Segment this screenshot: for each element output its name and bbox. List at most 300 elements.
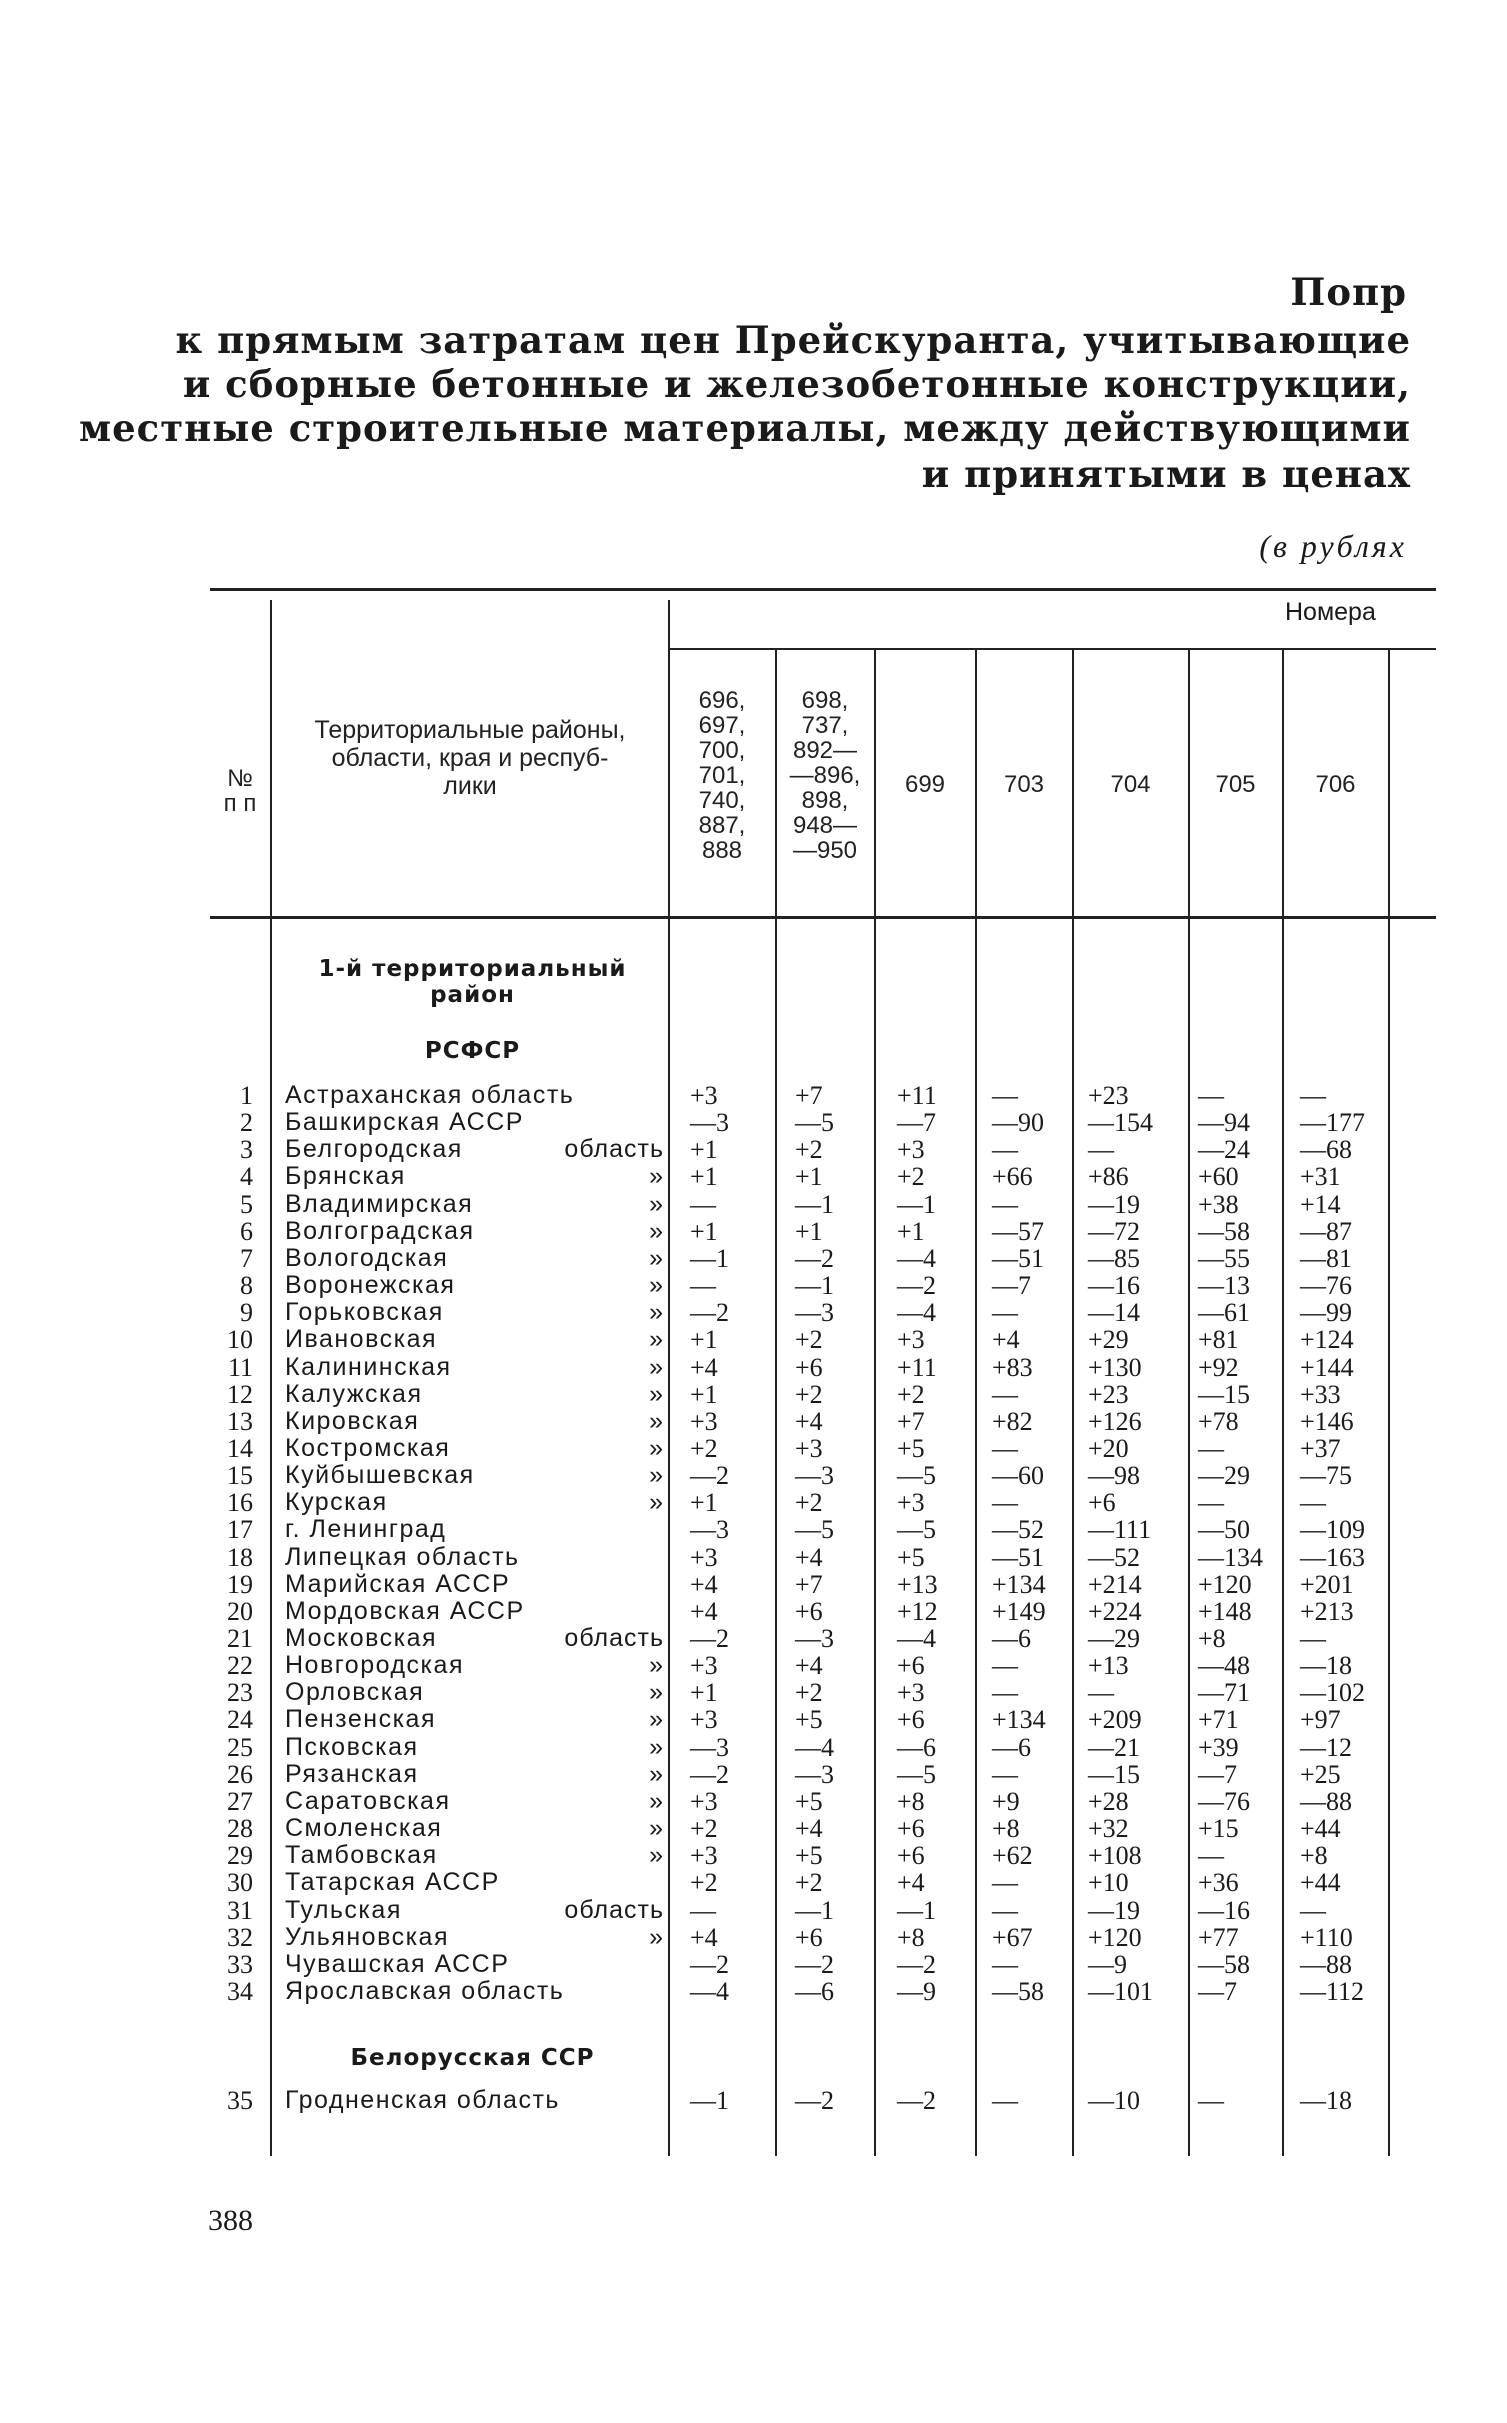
- title-line-3: и сборные бетонные и железобетонные конструкции,: [182, 362, 1411, 406]
- value-cell: —85: [1088, 1243, 1140, 1273]
- value-cell: +25: [1300, 1759, 1341, 1789]
- value-cell: —58: [1198, 1949, 1250, 1979]
- region-suffix: »: [649, 1841, 664, 1870]
- region-name: Рязанская: [285, 1759, 419, 1788]
- value-cell: —112: [1300, 1976, 1365, 2006]
- value-cell: +2: [690, 1433, 718, 1463]
- value-cell: +32: [1088, 1814, 1129, 1844]
- value-cell: +7: [795, 1081, 823, 1110]
- region-suffix: »: [649, 1705, 664, 1734]
- value-cell: —134: [1198, 1542, 1263, 1572]
- value-cell: +3: [690, 1651, 718, 1681]
- row-number: 23: [227, 1678, 253, 1708]
- value-cell: +1: [690, 1135, 718, 1165]
- value-cell: +1: [690, 1678, 718, 1708]
- value-cell: —71: [1198, 1678, 1250, 1708]
- table-row: [0, 1869, 1507, 1896]
- row-number: 19: [227, 1569, 253, 1599]
- value-cell: +8: [1300, 1841, 1328, 1871]
- value-cell: +134: [992, 1569, 1046, 1599]
- value-cell: +15: [1198, 1814, 1239, 1844]
- value-cell: +4: [690, 1596, 718, 1626]
- value-cell: +1: [690, 1379, 718, 1409]
- row-number: 4: [240, 1162, 253, 1192]
- value-cell: —: [1198, 1841, 1224, 1871]
- region-suffix: »: [649, 1216, 664, 1245]
- value-cell: +2: [795, 1379, 823, 1409]
- value-cell: —: [690, 1895, 716, 1925]
- value-cell: —15: [1088, 1759, 1140, 1789]
- value-cell: —87: [1300, 1216, 1352, 1246]
- value-cell: —5: [897, 1515, 936, 1545]
- value-cell: —5: [795, 1515, 834, 1545]
- row-number: 24: [227, 1705, 253, 1735]
- region-name: Смоленская: [285, 1814, 443, 1843]
- value-cell: +83: [992, 1352, 1033, 1382]
- value-cell: —177: [1300, 1108, 1365, 1138]
- table-row: [0, 1163, 1507, 1190]
- table-row: [0, 1435, 1507, 1462]
- region-suffix: »: [649, 1732, 664, 1761]
- value-cell: +4: [897, 1868, 925, 1898]
- value-cell: —1: [795, 1271, 834, 1301]
- value-cell: +134: [992, 1705, 1046, 1735]
- value-cell: +23: [1088, 1379, 1129, 1409]
- region-suffix: »: [649, 1814, 664, 1843]
- value-cell: +8: [897, 1786, 925, 1816]
- value-cell: —: [992, 1379, 1018, 1409]
- row-number: 30: [227, 1868, 253, 1898]
- value-cell: —2: [690, 1759, 729, 1789]
- row-number: 27: [227, 1786, 253, 1816]
- value-cell: +110: [1300, 1922, 1353, 1952]
- value-cell: —: [1198, 2086, 1224, 2115]
- value-cell: —6: [897, 1732, 936, 1762]
- value-cell: —51: [992, 1243, 1044, 1273]
- value-cell: +2: [897, 1162, 925, 1192]
- region-suffix: »: [649, 1379, 664, 1408]
- value-cell: —: [992, 1678, 1018, 1708]
- value-cell: +77: [1198, 1922, 1239, 1952]
- region-suffix: область: [564, 1624, 664, 1652]
- row-number: 26: [227, 1759, 253, 1789]
- row-number: 18: [227, 1542, 253, 1572]
- table-row: [0, 1326, 1507, 1353]
- value-cell: —15: [1198, 1379, 1250, 1409]
- value-cell: +3: [795, 1433, 823, 1463]
- value-cell: +4: [795, 1542, 823, 1572]
- value-cell: +3: [897, 1135, 925, 1165]
- value-cell: +1: [795, 1162, 823, 1192]
- value-cell: +2: [795, 1135, 823, 1165]
- region-suffix: »: [649, 1189, 664, 1218]
- value-cell: +1: [690, 1325, 718, 1355]
- value-cell: —2: [795, 1243, 834, 1273]
- region-suffix: »: [649, 1786, 664, 1815]
- value-cell: +8: [897, 1922, 925, 1952]
- value-cell: —48: [1198, 1651, 1250, 1681]
- region-suffix: »: [649, 1243, 664, 1272]
- value-cell: —18: [1300, 1651, 1352, 1681]
- value-cell: +20: [1088, 1433, 1129, 1463]
- region-name: Марийская АССР: [285, 1569, 511, 1598]
- value-cell: —5: [897, 1461, 936, 1491]
- value-cell: +3: [897, 1488, 925, 1518]
- value-cell: +213: [1300, 1596, 1354, 1626]
- table-row: [0, 1082, 1507, 1109]
- value-cell: +2: [897, 1379, 925, 1409]
- value-cell: —: [992, 1759, 1018, 1789]
- value-cell: —2: [897, 2086, 936, 2115]
- row-number: 32: [227, 1922, 253, 1952]
- value-cell: —58: [992, 1976, 1044, 2006]
- region-name: Вологодская: [285, 1243, 449, 1272]
- value-cell: +6: [795, 1596, 823, 1626]
- region-name: Ивановская: [285, 1325, 438, 1354]
- value-cell: —2: [690, 1949, 729, 1979]
- row-number: 29: [227, 1841, 253, 1871]
- value-cell: —5: [795, 1108, 834, 1138]
- value-cell: —29: [1198, 1461, 1250, 1491]
- value-cell: +126: [1088, 1406, 1142, 1436]
- region-suffix: область: [564, 1135, 664, 1164]
- table-row: [0, 1218, 1507, 1245]
- value-cell: —3: [795, 1624, 834, 1653]
- region-suffix: »: [649, 1922, 664, 1951]
- title-line-1: Попр: [1290, 270, 1407, 314]
- value-cell: —: [1300, 1488, 1326, 1518]
- table-row: [0, 1815, 1507, 1842]
- value-cell: +209: [1088, 1705, 1142, 1735]
- value-cell: —163: [1300, 1542, 1365, 1572]
- value-cell: —6: [992, 1624, 1031, 1653]
- value-cell: —: [992, 1488, 1018, 1518]
- region-name: Костромская: [285, 1433, 451, 1462]
- value-cell: +148: [1198, 1596, 1252, 1626]
- value-cell: +149: [992, 1596, 1046, 1626]
- value-cell: —3: [795, 1759, 834, 1789]
- region-suffix: »: [649, 1461, 664, 1490]
- value-cell: —: [992, 1135, 1018, 1165]
- value-cell: +2: [795, 1325, 823, 1355]
- table-row: [0, 1679, 1507, 1706]
- value-cell: +124: [1300, 1325, 1354, 1355]
- value-cell: +4: [992, 1325, 1020, 1355]
- section-rsfsr: РСФСР: [424, 1038, 521, 1064]
- value-cell: +4: [690, 1922, 718, 1952]
- region-name: Брянская: [285, 1162, 406, 1191]
- row-number: 33: [227, 1949, 253, 1979]
- value-cell: —21: [1088, 1732, 1140, 1762]
- row-number: 20: [227, 1596, 253, 1626]
- value-cell: —: [992, 1868, 1018, 1898]
- value-cell: —4: [897, 1298, 936, 1328]
- value-cell: +10: [1088, 1868, 1129, 1898]
- value-cell: +4: [795, 1651, 823, 1681]
- value-cell: +120: [1198, 1569, 1252, 1599]
- value-cell: —68: [1300, 1135, 1352, 1165]
- value-cell: —2: [690, 1624, 729, 1653]
- value-cell: —1: [897, 1189, 936, 1219]
- value-cell: —1: [795, 1189, 834, 1219]
- value-cell: +3: [690, 1705, 718, 1735]
- value-cell: —18: [1300, 2086, 1352, 2115]
- value-cell: +214: [1088, 1569, 1142, 1599]
- value-cell: +97: [1300, 1705, 1341, 1735]
- value-cell: —9: [897, 1976, 936, 2006]
- value-cell: —1: [690, 2086, 729, 2115]
- row-number: 21: [227, 1624, 253, 1653]
- value-cell: —55: [1198, 1243, 1250, 1273]
- value-cell: —7: [1198, 1759, 1237, 1789]
- value-cell: —58: [1198, 1216, 1250, 1246]
- region-name: Тульская: [285, 1895, 402, 1924]
- table-row: [0, 1924, 1507, 1951]
- region-suffix: »: [649, 1433, 664, 1462]
- value-cell: +6: [897, 1705, 925, 1735]
- region-name: Астраханская область: [285, 1081, 575, 1109]
- value-cell: —3: [690, 1732, 729, 1762]
- section-territory: 1-й территориальный район: [318, 956, 627, 1008]
- value-cell: +12: [897, 1596, 938, 1626]
- value-cell: +66: [992, 1162, 1033, 1192]
- value-cell: —: [992, 1298, 1018, 1328]
- region-name: Псковская: [285, 1732, 419, 1761]
- row-number: 15: [227, 1461, 253, 1491]
- table-row: [0, 1489, 1507, 1516]
- value-cell: +1: [690, 1216, 718, 1246]
- value-cell: —57: [992, 1216, 1044, 1246]
- value-cell: —19: [1088, 1895, 1140, 1925]
- value-cell: +13: [897, 1569, 938, 1599]
- section-belarus: Белорусская ССР: [350, 2045, 595, 2071]
- table-row: [0, 1571, 1507, 1598]
- value-cell: —: [992, 1895, 1018, 1925]
- row-number: 34: [227, 1976, 253, 2006]
- value-cell: —: [1088, 1678, 1114, 1708]
- header-col-6: 705: [1215, 771, 1256, 798]
- table-row: [0, 1136, 1507, 1163]
- table-row: [0, 1598, 1507, 1625]
- value-cell: —88: [1300, 1949, 1352, 1979]
- region-suffix: »: [649, 1271, 664, 1300]
- region-name: Новгородская: [285, 1651, 464, 1680]
- value-cell: +146: [1300, 1406, 1354, 1436]
- value-cell: —: [1198, 1488, 1224, 1518]
- value-cell: +14: [1300, 1189, 1341, 1219]
- table-row: [0, 1408, 1507, 1435]
- value-cell: —2: [795, 2086, 834, 2115]
- value-cell: —7: [897, 1108, 936, 1138]
- value-cell: —13: [1198, 1271, 1250, 1301]
- value-cell: —109: [1300, 1515, 1365, 1545]
- value-cell: —: [992, 1433, 1018, 1463]
- header-col-7: 706: [1315, 771, 1356, 798]
- region-suffix: »: [649, 1488, 664, 1517]
- page-number: 388: [208, 2204, 253, 2237]
- group-header-rule: [668, 648, 1436, 650]
- table-row: [0, 1354, 1507, 1381]
- value-cell: +224: [1088, 1596, 1142, 1626]
- value-cell: +6: [897, 1814, 925, 1844]
- region-name: Орловская: [285, 1678, 425, 1707]
- value-cell: +39: [1198, 1732, 1239, 1762]
- value-cell: +86: [1088, 1162, 1129, 1192]
- value-cell: +130: [1088, 1352, 1142, 1382]
- row-number: 35: [227, 2086, 253, 2115]
- row-number: 12: [227, 1379, 253, 1409]
- value-cell: —5: [897, 1759, 936, 1789]
- value-cell: —16: [1198, 1895, 1250, 1925]
- header-group-numbers: Номера: [1285, 598, 1376, 626]
- value-cell: —3: [690, 1108, 729, 1138]
- value-cell: +2: [690, 1868, 718, 1898]
- table-row: [0, 1842, 1507, 1869]
- value-cell: —75: [1300, 1461, 1352, 1491]
- region-suffix: »: [649, 1759, 664, 1788]
- region-name: Калининская: [285, 1352, 452, 1381]
- units-note: (в рублях: [1259, 528, 1407, 564]
- row-number: 10: [227, 1325, 253, 1355]
- value-cell: —29: [1088, 1624, 1140, 1653]
- value-cell: —60: [992, 1461, 1044, 1491]
- value-cell: —154: [1088, 1108, 1153, 1138]
- value-cell: +31: [1300, 1162, 1341, 1192]
- value-cell: —4: [897, 1243, 936, 1273]
- table-row: [0, 1652, 1507, 1679]
- region-name: Волгоградская: [285, 1216, 475, 1245]
- value-cell: +6: [795, 1352, 823, 1382]
- value-cell: +81: [1198, 1325, 1239, 1355]
- region-name: Татарская АССР: [285, 1868, 500, 1897]
- row-number: 1: [240, 1081, 253, 1110]
- region-name: Московская: [285, 1624, 438, 1652]
- region-name: Куйбышевская: [285, 1461, 475, 1490]
- value-cell: +13: [1088, 1651, 1129, 1681]
- region-name: Калужская: [285, 1379, 423, 1408]
- value-cell: —: [992, 2086, 1018, 2115]
- value-cell: —: [1088, 1135, 1114, 1165]
- table-row: [0, 1381, 1507, 1408]
- value-cell: +38: [1198, 1189, 1239, 1219]
- region-name: Чувашская АССР: [285, 1949, 510, 1978]
- value-cell: —14: [1088, 1298, 1140, 1328]
- value-cell: —: [1198, 1433, 1224, 1463]
- region-suffix: »: [649, 1162, 664, 1191]
- table-row: [0, 1761, 1507, 1788]
- row-number: 9: [240, 1298, 253, 1328]
- value-cell: —1: [897, 1895, 936, 1925]
- value-cell: +4: [795, 1814, 823, 1844]
- value-cell: —52: [1088, 1542, 1140, 1572]
- table-row: [0, 1299, 1507, 1326]
- value-cell: +120: [1088, 1922, 1142, 1952]
- table-row: [0, 1544, 1507, 1571]
- value-cell: —3: [795, 1298, 834, 1328]
- value-cell: +37: [1300, 1433, 1341, 1463]
- value-cell: +5: [795, 1786, 823, 1816]
- value-cell: +4: [795, 1406, 823, 1436]
- value-cell: +8: [1198, 1624, 1226, 1653]
- value-cell: +108: [1088, 1841, 1142, 1871]
- value-cell: —: [992, 1651, 1018, 1681]
- value-cell: +7: [897, 1406, 925, 1436]
- value-cell: +3: [897, 1325, 925, 1355]
- value-cell: —10: [1088, 2086, 1140, 2115]
- region-name: Тамбовская: [285, 1841, 438, 1870]
- value-cell: +82: [992, 1406, 1033, 1436]
- value-cell: +6: [795, 1922, 823, 1952]
- table-row: [0, 1625, 1507, 1652]
- row-number: 31: [227, 1895, 253, 1925]
- value-cell: +6: [1088, 1488, 1116, 1518]
- table-row: [0, 1951, 1507, 1978]
- value-cell: +6: [897, 1651, 925, 1681]
- row-number: 11: [227, 1352, 253, 1382]
- title-line-4: местные строительные материалы, между действующими: [78, 406, 1411, 450]
- value-cell: —12: [1300, 1732, 1352, 1762]
- value-cell: —2: [795, 1949, 834, 1979]
- value-cell: +9: [992, 1786, 1020, 1816]
- row-number: 13: [227, 1406, 253, 1436]
- region-name: Ярославская область: [285, 1976, 565, 2005]
- value-cell: —94: [1198, 1108, 1250, 1138]
- value-cell: —101: [1088, 1976, 1153, 2006]
- value-cell: —4: [690, 1976, 729, 2006]
- value-cell: —98: [1088, 1461, 1140, 1491]
- value-cell: —: [992, 1189, 1018, 1219]
- row-number: 6: [240, 1216, 253, 1246]
- region-name: Пензенская: [285, 1705, 436, 1734]
- value-cell: +71: [1198, 1705, 1239, 1735]
- value-cell: —61: [1198, 1298, 1250, 1328]
- value-cell: —: [690, 1271, 716, 1301]
- value-cell: +144: [1300, 1352, 1354, 1382]
- value-cell: —: [690, 1189, 716, 1219]
- region-suffix: »: [649, 1651, 664, 1680]
- value-cell: +4: [690, 1569, 718, 1599]
- region-name: Ульяновская: [285, 1922, 449, 1951]
- value-cell: +60: [1198, 1162, 1239, 1192]
- table-row: [0, 1191, 1507, 1218]
- value-cell: +3: [690, 1786, 718, 1816]
- value-cell: +3: [690, 1542, 718, 1572]
- table-row: [0, 1109, 1507, 1136]
- value-cell: —: [1300, 1624, 1326, 1653]
- value-cell: +67: [992, 1922, 1033, 1952]
- region-name: Горьковская: [285, 1298, 444, 1327]
- region-suffix: »: [649, 1678, 664, 1707]
- value-cell: +5: [795, 1841, 823, 1871]
- value-cell: —: [1300, 1895, 1326, 1925]
- region-name: Курская: [285, 1488, 388, 1517]
- value-cell: —88: [1300, 1786, 1352, 1816]
- value-cell: +36: [1198, 1868, 1239, 1898]
- value-cell: +2: [795, 1868, 823, 1898]
- value-cell: —2: [690, 1461, 729, 1491]
- value-cell: +1: [897, 1216, 925, 1246]
- table-row: [0, 1788, 1507, 1815]
- title-line-2: к прямым затратам цен Прейскуранта, учитывающие: [175, 318, 1411, 362]
- value-cell: +8: [992, 1814, 1020, 1844]
- table-row: [0, 1462, 1507, 1489]
- value-cell: +23: [1088, 1081, 1129, 1110]
- value-cell: +201: [1300, 1569, 1354, 1599]
- value-cell: +1: [690, 1162, 718, 1192]
- table-row: [0, 1706, 1507, 1733]
- value-cell: +4: [690, 1352, 718, 1382]
- value-cell: —2: [897, 1271, 936, 1301]
